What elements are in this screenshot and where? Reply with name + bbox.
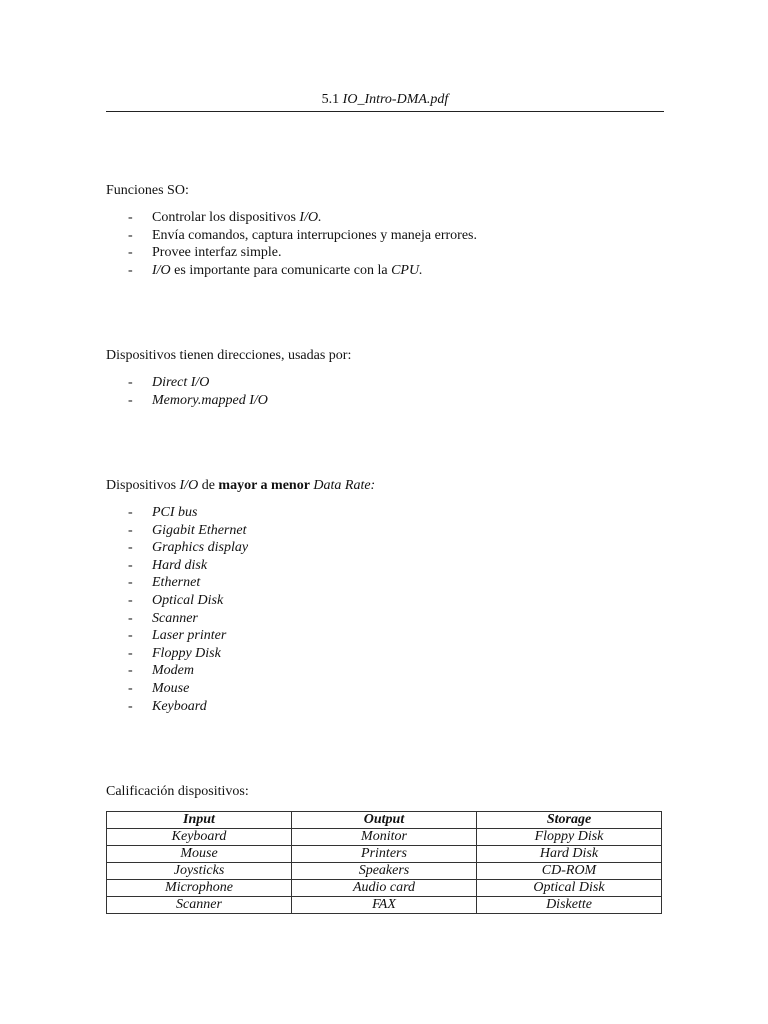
table-row — [107, 829, 662, 846]
bullet-dash: - — [128, 392, 133, 408]
table-cell: Microphone — [107, 880, 292, 897]
list-item — [106, 680, 248, 698]
list-item — [106, 645, 248, 663]
item-text-italic: Keyboard — [152, 698, 207, 714]
table-cell: Keyboard — [107, 829, 292, 846]
table-cell: Speakers — [292, 863, 477, 880]
table-row — [107, 863, 662, 880]
list-item — [106, 227, 477, 245]
list-item — [106, 698, 248, 716]
list-item — [106, 539, 248, 557]
bullet-dash: - — [128, 522, 133, 538]
table-row — [107, 846, 662, 863]
item-text-italic: Hard disk — [152, 557, 208, 573]
list-item — [106, 557, 248, 575]
table-row — [107, 880, 662, 897]
item-text-italic: Laser printer — [152, 628, 227, 644]
list-item — [106, 592, 248, 610]
heading-text-bold: mayor a menor — [218, 478, 310, 493]
table-cell: Mouse — [107, 846, 292, 863]
item-text-italic: Mouse — [152, 680, 190, 696]
item-text-italic: Optical Disk — [152, 592, 224, 608]
table-header-input: Input — [107, 812, 292, 829]
bullet-dash: - — [128, 262, 133, 278]
section-heading-calificacion: Calificación dispositivos: — [106, 784, 249, 799]
bullet-dash: - — [128, 680, 133, 696]
item-text-italic: PCI bus — [152, 505, 198, 520]
bullet-dash: - — [128, 698, 133, 714]
list-item — [106, 392, 268, 410]
table-cell: Joysticks — [107, 863, 292, 880]
item-text-italic: I/O — [152, 262, 171, 278]
bullet-list-data-rate — [106, 504, 248, 715]
page-header-title — [106, 90, 664, 110]
heading-text-italic: I/O — [179, 478, 199, 493]
item-text-italic: Direct I/O — [152, 375, 210, 390]
table-header-output: Output — [292, 812, 477, 829]
item-text-italic: Ethernet — [152, 575, 201, 591]
item-text-italic: Modem — [152, 663, 194, 679]
table-cell: Audio card — [292, 880, 477, 897]
header-prefix: 5.1 — [321, 92, 343, 107]
heading-text-italic: Data Rate: — [313, 478, 376, 493]
item-text-italic: Scanner — [152, 610, 198, 626]
bullet-list-direcciones — [106, 374, 268, 409]
list-item — [106, 662, 248, 680]
bullet-dash: - — [128, 628, 133, 644]
section-heading-funciones: Funciones SO: — [106, 183, 189, 198]
item-text-italic: Gigabit Ethernet — [152, 522, 247, 538]
table-row — [107, 897, 662, 914]
table-cell: Monitor — [292, 829, 477, 846]
bullet-list-funciones — [106, 209, 477, 279]
bullet-dash: - — [128, 245, 133, 261]
bullet-dash: - — [128, 592, 133, 608]
header-filename: IO_Intro-DMA.pdf — [342, 92, 449, 107]
list-item — [106, 610, 248, 628]
list-item — [106, 574, 248, 592]
bullet-dash: - — [128, 540, 133, 556]
item-text-italic: Floppy Disk — [152, 645, 221, 661]
device-classification-table — [106, 811, 662, 914]
bullet-dash: - — [128, 645, 133, 661]
table-cell: CD-ROM — [477, 863, 662, 880]
item-text: es importante para comunicarte con la — [170, 262, 392, 278]
table-cell: Hard Disk — [477, 846, 662, 863]
table-cell: FAX — [292, 897, 477, 914]
header-divider — [106, 111, 664, 112]
table-header-row — [107, 812, 662, 829]
bullet-dash: - — [128, 210, 133, 225]
list-item — [106, 522, 248, 540]
bullet-dash: - — [128, 663, 133, 679]
table-cell: Optical Disk — [477, 880, 662, 897]
item-text: Envía comandos, captura interrupciones y maneja errores. — [152, 227, 477, 243]
table-cell: Scanner — [107, 897, 292, 914]
item-text-italic: Memory.mapped I/O — [152, 392, 268, 408]
list-item — [106, 504, 248, 522]
heading-text: Dispositivos — [106, 478, 180, 493]
bullet-dash: - — [128, 375, 133, 390]
bullet-dash: - — [128, 557, 133, 573]
heading-text: de — [198, 478, 219, 493]
section-heading-direcciones: Dispositivos tienen direcciones, usadas por: — [106, 348, 352, 363]
section-heading-data-rate — [106, 477, 375, 495]
table-cell: Diskette — [477, 897, 662, 914]
list-item — [106, 244, 477, 262]
item-text-italic: Graphics display — [152, 540, 249, 556]
list-item — [106, 262, 477, 280]
item-text: Provee interfaz simple. — [152, 245, 282, 261]
list-item — [106, 374, 268, 392]
table-cell: Printers — [292, 846, 477, 863]
bullet-dash: - — [128, 575, 133, 591]
bullet-dash: - — [128, 610, 133, 626]
table-cell: Floppy Disk — [477, 829, 662, 846]
item-text-italic: CPU. — [391, 262, 423, 278]
bullet-dash: - — [128, 505, 133, 520]
bullet-dash: - — [128, 227, 133, 243]
item-text: Controlar los dispositivos — [152, 210, 300, 225]
list-item — [106, 209, 477, 227]
item-text-italic: I/O. — [299, 210, 322, 225]
table-header-storage: Storage — [477, 812, 662, 829]
list-item — [106, 627, 248, 645]
